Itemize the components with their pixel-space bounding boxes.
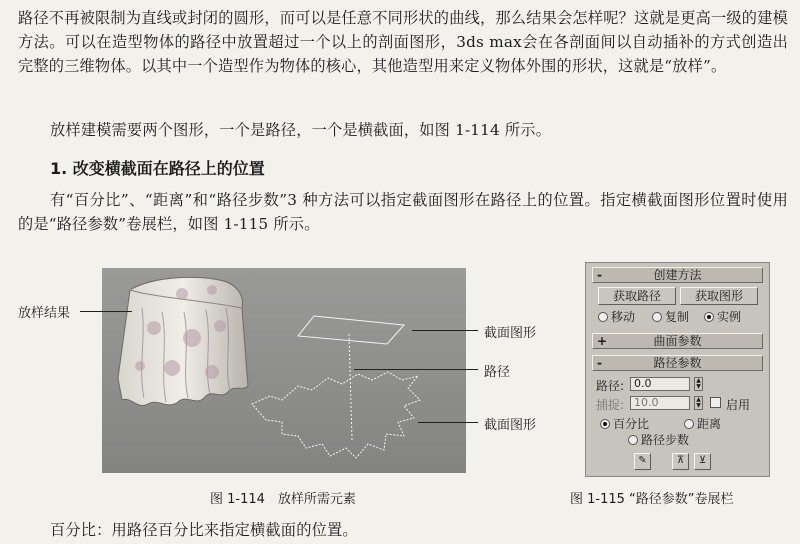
loft-elements-paragraph: 放样建模需要两个图形，一个是路径，一个是横截面，如图 1-114 所示。 (50, 121, 552, 139)
section-top-label: 截面图形 (484, 326, 537, 341)
spinner-icon[interactable]: ▲ ▼ (694, 396, 703, 410)
move-radio[interactable] (598, 308, 635, 325)
distance-label: 距离 (697, 417, 722, 431)
figure-114-caption: 图 1-114 放样所需元素 (210, 492, 356, 507)
loft-illustration (102, 268, 466, 473)
loft-path-line (349, 334, 352, 440)
enable-label: 启用 (726, 398, 751, 412)
instance-radio[interactable] (704, 308, 741, 325)
radio-icon (704, 312, 714, 322)
collapse-sign: - (597, 356, 602, 370)
distance-radio[interactable] (684, 415, 721, 432)
pick-shape-icon[interactable]: ✎ (634, 453, 651, 470)
percent-label: 百分比 (613, 417, 650, 431)
snap-value-input[interactable]: 10.0 (630, 396, 690, 410)
path-label: 路径: (596, 379, 625, 393)
surface-params-header[interactable] (592, 333, 763, 349)
figure-115-caption: 图 1-115 “路径参数”卷展栏 (570, 492, 734, 507)
next-shape-icon[interactable]: ⊻ (694, 453, 711, 470)
section-bottom-leader (418, 422, 478, 423)
path-parameters-rollout-panel (585, 262, 770, 477)
radio-icon (600, 419, 610, 429)
bottom-section-shape (252, 372, 420, 458)
radio-icon (628, 435, 638, 445)
surface-params-title: 曲面参数 (653, 334, 702, 348)
copy-radio[interactable] (652, 308, 689, 325)
loft-result-leader (80, 311, 132, 312)
path-steps-radio[interactable] (628, 431, 689, 448)
creation-method-title: 创建方法 (653, 268, 702, 282)
top-section-shape (298, 316, 404, 344)
collapse-sign: - (597, 268, 602, 282)
loft-result-label: 放样结果 (18, 306, 71, 321)
intro-paragraph: 路径不再被限制为直线或封闭的圆形，而可以是任意不同形状的曲线，那么结果会怎样呢？这就是更高一级的建模方法。可以在造型物体的路径中放置超过一个以上的剖面图形，3ds max会在各剖面间以自动插补的方式创造出完整的三维物体。以其中一个造型作为物体的核心，其他造型用来定义物体外围的形状，这就是“放样”。 (18, 9, 788, 75)
get-path-button[interactable]: 获取路径 (598, 287, 676, 305)
section-bottom-label: 截面图形 (484, 418, 537, 433)
path-value-input[interactable]: 0.0 (630, 377, 690, 391)
creation-method-header[interactable] (592, 267, 763, 283)
copy-label: 复制 (665, 310, 690, 324)
spinner-icon[interactable]: ▲ ▼ (694, 377, 703, 391)
radio-icon (598, 312, 608, 322)
path-leader (354, 369, 478, 370)
path-params-header[interactable] (592, 355, 763, 371)
snap-label: 捕捉: (596, 398, 625, 412)
instance-label: 实例 (717, 310, 742, 324)
path-label: 路径 (484, 365, 511, 380)
percent-definition: 百分比：用路径百分比来指定横截面的位置。 (50, 521, 358, 539)
checkbox-icon[interactable] (710, 397, 721, 408)
prev-shape-icon[interactable]: ⊼ (672, 453, 689, 470)
position-methods-paragraph: 有“百分比”、“距离”和“路径步数”3 种方法可以指定截面图形在路径上的位置。指定横截面图形位置时使用的是“路径参数”卷展栏，如图 1-115 所示。 (18, 191, 788, 233)
section-heading: 1. 改变横截面在路径上的位置 (50, 159, 265, 178)
section-top-leader (412, 330, 478, 331)
path-params-title: 路径参数 (653, 356, 702, 370)
move-label: 移动 (611, 310, 636, 324)
path-steps-label: 路径步数 (641, 433, 690, 447)
loft-render-image (102, 268, 466, 473)
radio-icon (684, 419, 694, 429)
get-shape-button[interactable]: 获取图形 (680, 287, 758, 305)
percent-radio[interactable] (600, 415, 649, 432)
expand-sign: + (597, 334, 608, 348)
loft-result-object (118, 277, 248, 405)
radio-icon (652, 312, 662, 322)
